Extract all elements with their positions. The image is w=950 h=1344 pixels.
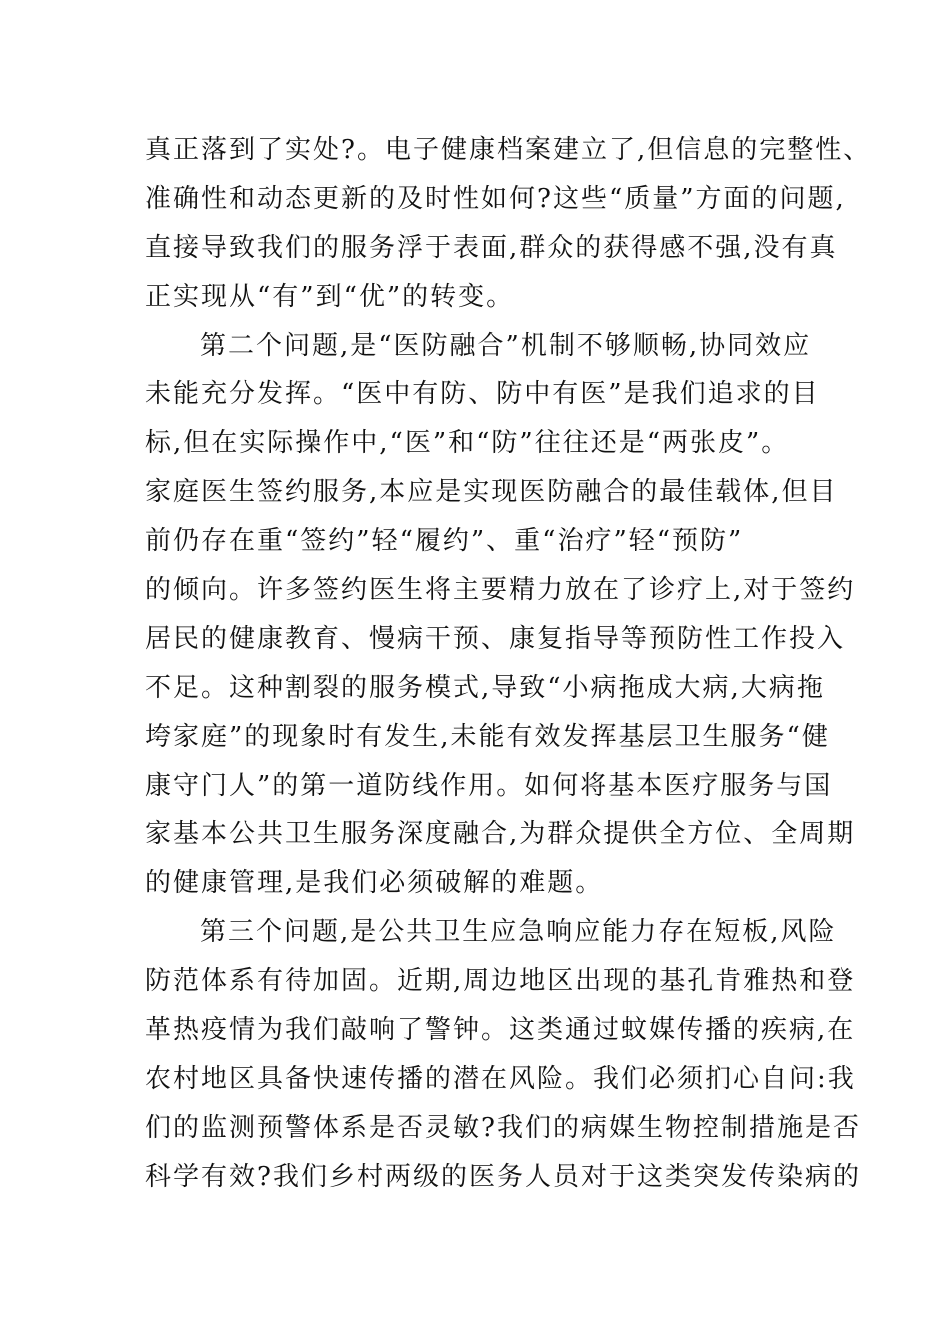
text-line: 准确性和动态更新的及时性如何?这些“质量”方面的问题, (145, 183, 846, 214)
text-line: 革热疫情为我们敲响了警钟。这类通过蚊媒传播的疾病,在 (145, 1015, 856, 1046)
text-line: 前仍存在重“签约”轻“履约”、重“治疗”轻“预防” (145, 526, 744, 557)
text-line: 居民的健康教育、慢病干预、康复指导等预防性工作投入 (145, 623, 846, 654)
paragraph-start-line: 第三个问题,是公共卫生应急响应能力存在短板,风险 (200, 917, 837, 948)
text-line: 科学有效?我们乡村两级的医务人员对于这类突发传染病的 (145, 1161, 861, 1192)
text-line: 正实现从“有”到“优”的转变。 (145, 281, 515, 312)
text-line: 们的监测预警体系是否灵敏?我们的病媒生物控制措施是否 (145, 1112, 861, 1143)
text-line: 不足。这种割裂的服务模式,导致“小病拖成大病,大病拖 (145, 672, 825, 703)
text-line: 农村地区具备快速传播的潜在风险。我们必须扪心自问:我 (145, 1063, 856, 1094)
paragraph-start-line: 第二个问题,是“医防融合”机制不够顺畅,协同效应 (200, 330, 812, 361)
text-line: 直接导致我们的服务浮于表面,群众的获得感不强,没有真 (145, 232, 838, 263)
text-line: 康守门人”的第一道防线作用。如何将基本医疗服务与国 (145, 770, 833, 801)
text-line: 家庭医生签约服务,本应是实现医防融合的最佳载体,但目 (145, 477, 838, 508)
text-line: 标,但在实际操作中,“医”和“防”往往还是“两张皮”。 (145, 428, 790, 459)
document-body (145, 126, 872, 1202)
text-line: 家基本公共卫生服务深度融合,为群众提供全方位、全周期 (145, 819, 856, 850)
text-line: 垮家庭”的现象时有发生,未能有效发挥基层卫生服务“健 (145, 721, 830, 752)
text-line: 未能充分发挥。“医中有防、防中有医”是我们追求的目 (145, 379, 820, 410)
text-line: 的健康管理,是我们必须破解的难题。 (145, 868, 604, 899)
text-line: 防范体系有待加固。近期,周边地区出现的基孔肯雅热和登 (145, 966, 856, 997)
text-line: 的倾向。许多签约医生将主要精力放在了诊疗上,对于签约 (145, 575, 856, 606)
text-line: 真正落到了实处?。电子健康档案建立了,但信息的完整性、 (145, 135, 872, 165)
